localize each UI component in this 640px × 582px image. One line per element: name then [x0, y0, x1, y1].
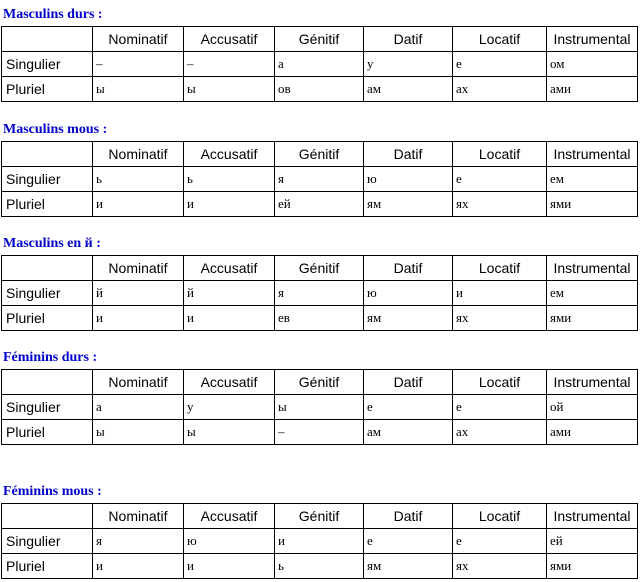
corner-cell — [2, 370, 93, 395]
ending-cell: ы — [184, 420, 275, 445]
column-header: Datif — [364, 142, 453, 167]
column-header: Génitif — [275, 142, 364, 167]
row-label: Pluriel — [2, 306, 93, 331]
ending-cell: ами — [547, 77, 638, 102]
column-header: Datif — [364, 504, 453, 529]
column-header: Accusatif — [184, 370, 275, 395]
column-header: Accusatif — [184, 256, 275, 281]
row-label: Singulier — [2, 52, 93, 77]
table-row — [2, 192, 638, 217]
ending-cell: ями — [547, 554, 638, 579]
column-header: Nominatif — [93, 370, 184, 395]
ending-cell: а — [275, 52, 364, 77]
declension-table — [1, 255, 638, 331]
ending-cell: ах — [453, 420, 547, 445]
column-header: Accusatif — [184, 142, 275, 167]
ending-cell: ы — [93, 77, 184, 102]
ending-cell: – — [93, 52, 184, 77]
row-label: Pluriel — [2, 554, 93, 579]
ending-cell: а — [93, 395, 184, 420]
ending-cell: у — [184, 395, 275, 420]
column-header: Nominatif — [93, 142, 184, 167]
ending-cell: ях — [453, 306, 547, 331]
column-header: Datif — [364, 256, 453, 281]
ending-cell: е — [453, 167, 547, 192]
ending-cell: е — [453, 52, 547, 77]
row-label: Singulier — [2, 529, 93, 554]
corner-cell — [2, 256, 93, 281]
ending-cell: ь — [93, 167, 184, 192]
ending-cell: ы — [275, 395, 364, 420]
ending-cell: е — [453, 529, 547, 554]
ending-cell: ам — [364, 77, 453, 102]
ending-cell: ам — [364, 420, 453, 445]
column-header: Locatif — [453, 27, 547, 52]
ending-cell: я — [275, 167, 364, 192]
header-row — [2, 504, 638, 529]
column-header: Locatif — [453, 256, 547, 281]
table-row — [2, 395, 638, 420]
ending-cell: ю — [364, 281, 453, 306]
ending-cell: ов — [275, 77, 364, 102]
corner-cell — [2, 27, 93, 52]
ending-cell: ем — [547, 167, 638, 192]
ending-cell: ях — [453, 192, 547, 217]
column-header: Instrumental — [547, 370, 638, 395]
ending-cell: ях — [453, 554, 547, 579]
column-header: Nominatif — [93, 27, 184, 52]
ending-cell: ой — [547, 395, 638, 420]
ending-cell: ю — [364, 167, 453, 192]
ending-cell: ям — [364, 306, 453, 331]
ending-cell: и — [93, 192, 184, 217]
ending-cell: и — [184, 554, 275, 579]
ending-cell: ям — [364, 192, 453, 217]
ending-cell: и — [275, 529, 364, 554]
table-row — [2, 281, 638, 306]
column-header: Instrumental — [547, 256, 638, 281]
column-header: Accusatif — [184, 27, 275, 52]
ending-cell: ы — [184, 77, 275, 102]
ending-cell: и — [184, 306, 275, 331]
column-header: Datif — [364, 370, 453, 395]
ending-cell: ями — [547, 306, 638, 331]
declension-table — [1, 26, 638, 102]
column-header: Locatif — [453, 142, 547, 167]
table-row — [2, 306, 638, 331]
table-row — [2, 529, 638, 554]
header-row — [2, 27, 638, 52]
corner-cell — [2, 504, 93, 529]
row-label: Pluriel — [2, 420, 93, 445]
section-heading: Masculins durs : — [3, 7, 103, 22]
corner-cell — [2, 142, 93, 167]
ending-cell: й — [184, 281, 275, 306]
column-header: Nominatif — [93, 256, 184, 281]
ending-cell: ь — [275, 554, 364, 579]
column-header: Nominatif — [93, 504, 184, 529]
column-header: Instrumental — [547, 142, 638, 167]
column-header: Datif — [364, 27, 453, 52]
column-header: Instrumental — [547, 504, 638, 529]
declension-table — [1, 369, 638, 445]
column-header: Génitif — [275, 27, 364, 52]
table-row — [2, 420, 638, 445]
row-label: Singulier — [2, 167, 93, 192]
row-label: Pluriel — [2, 192, 93, 217]
column-header: Génitif — [275, 370, 364, 395]
ending-cell: ами — [547, 420, 638, 445]
header-row — [2, 142, 638, 167]
section-heading: Féminins mous : — [3, 484, 102, 499]
column-header: Locatif — [453, 504, 547, 529]
ending-cell: ей — [547, 529, 638, 554]
ending-cell: ем — [547, 281, 638, 306]
table-row — [2, 77, 638, 102]
ending-cell: ей — [275, 192, 364, 217]
header-row — [2, 256, 638, 281]
ending-cell: и — [93, 554, 184, 579]
ending-cell: – — [184, 52, 275, 77]
ending-cell: ю — [184, 529, 275, 554]
section-heading: Féminins durs : — [3, 350, 98, 365]
section-heading: Masculins en й : — [3, 236, 101, 251]
ending-cell: ям — [364, 554, 453, 579]
ending-cell: и — [93, 306, 184, 331]
ending-cell: е — [364, 529, 453, 554]
ending-cell: ы — [93, 420, 184, 445]
table-row — [2, 52, 638, 77]
declension-table — [1, 503, 638, 579]
ending-cell: ом — [547, 52, 638, 77]
ending-cell: у — [364, 52, 453, 77]
ending-cell: ями — [547, 192, 638, 217]
row-label: Pluriel — [2, 77, 93, 102]
ending-cell: я — [93, 529, 184, 554]
column-header: Locatif — [453, 370, 547, 395]
ending-cell: ах — [453, 77, 547, 102]
column-header: Instrumental — [547, 27, 638, 52]
header-row — [2, 370, 638, 395]
ending-cell: – — [275, 420, 364, 445]
section-heading: Masculins mous : — [3, 122, 108, 137]
ending-cell: и — [453, 281, 547, 306]
ending-cell: е — [364, 395, 453, 420]
ending-cell: е — [453, 395, 547, 420]
ending-cell: ь — [184, 167, 275, 192]
row-label: Singulier — [2, 281, 93, 306]
table-row — [2, 167, 638, 192]
ending-cell: и — [184, 192, 275, 217]
row-label: Singulier — [2, 395, 93, 420]
ending-cell: ев — [275, 306, 364, 331]
ending-cell: й — [93, 281, 184, 306]
ending-cell: я — [275, 281, 364, 306]
table-row — [2, 554, 638, 579]
column-header: Génitif — [275, 504, 364, 529]
declension-table — [1, 141, 638, 217]
column-header: Génitif — [275, 256, 364, 281]
column-header: Accusatif — [184, 504, 275, 529]
